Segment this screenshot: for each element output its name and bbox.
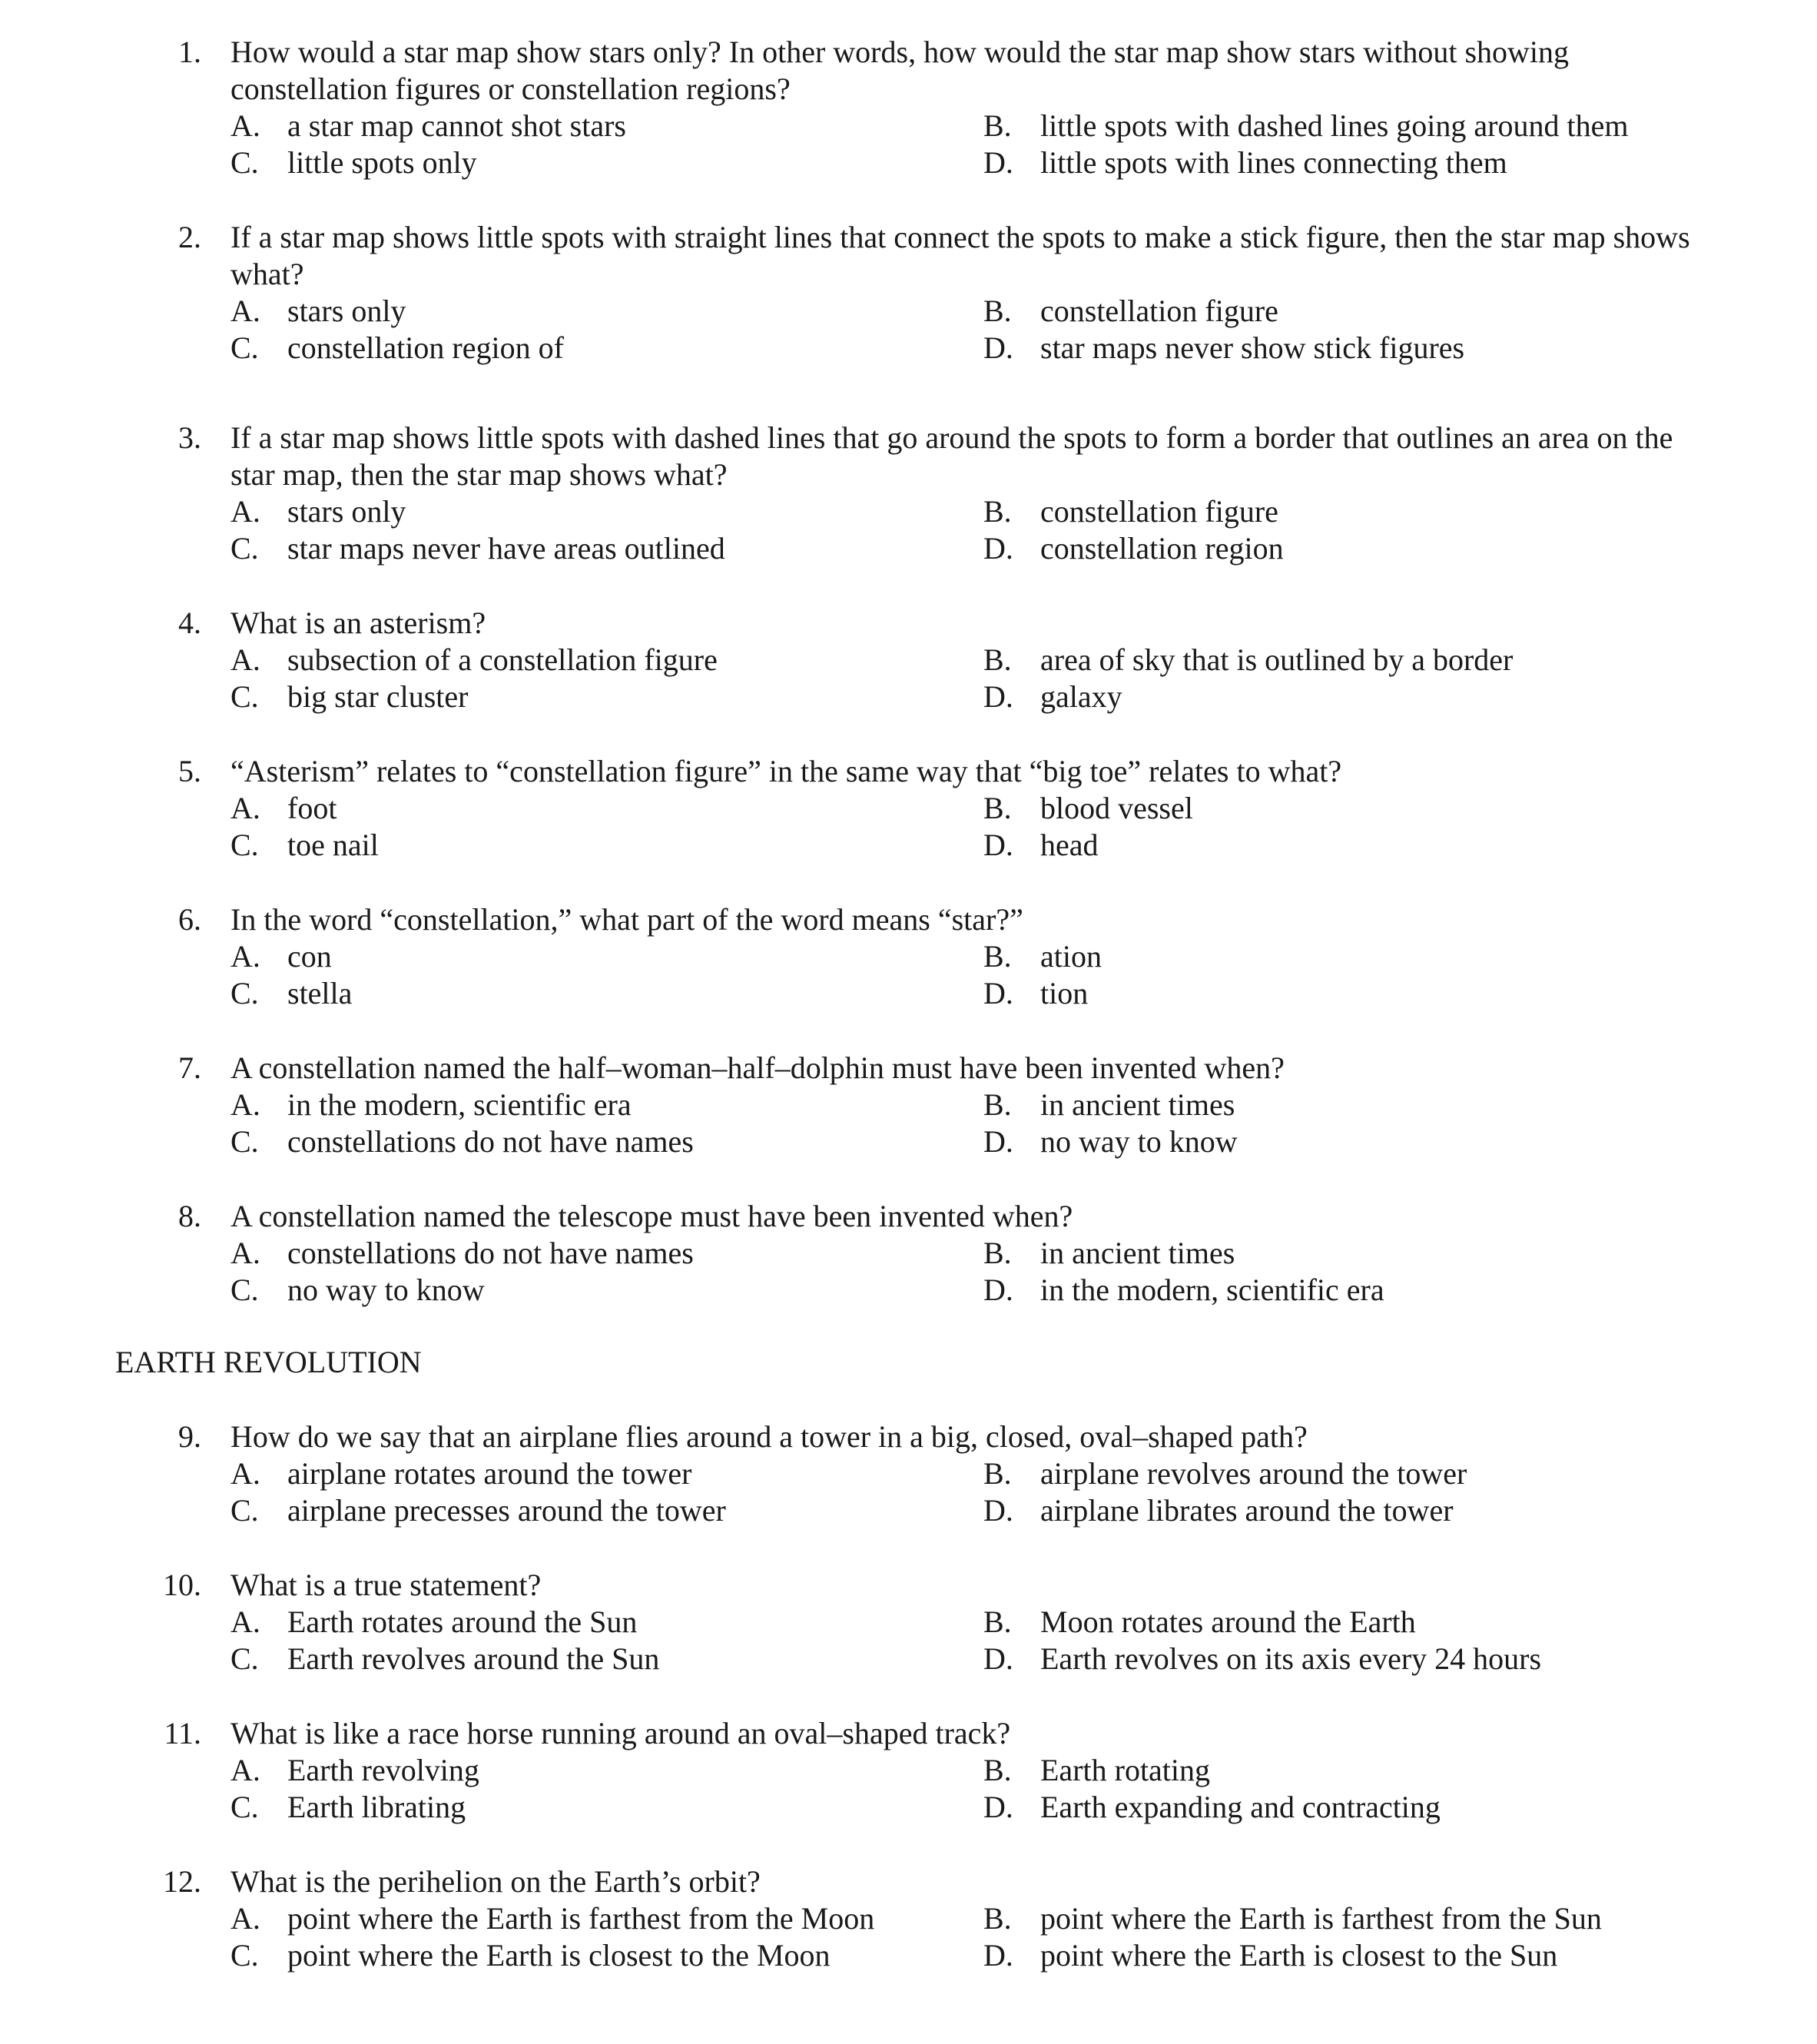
option-letter: B.: [983, 1901, 1012, 1936]
option-letter: A.: [230, 1236, 260, 1270]
question-10: [0, 1567, 1817, 1682]
option-letter: A.: [230, 791, 260, 825]
option-letter: D.: [983, 1124, 1013, 1159]
option-text: constellation figure: [1040, 494, 1278, 529]
option-letter: B.: [983, 791, 1012, 825]
option-text: blood vessel: [1040, 791, 1193, 825]
option-c: [230, 827, 379, 864]
option-c: [230, 530, 725, 567]
option-text: constellations do not have names: [287, 1124, 694, 1159]
option-text: star maps never have areas outlined: [287, 531, 725, 566]
option-text: constellation region: [1040, 531, 1284, 566]
option-b: [983, 1235, 1235, 1272]
option-letter: C.: [230, 976, 259, 1010]
option-letter: B.: [983, 294, 1012, 328]
option-text: constellation region of: [287, 330, 564, 365]
option-letter: C.: [230, 1938, 259, 1973]
option-letter: A.: [230, 494, 260, 529]
question-number: 6.: [178, 902, 201, 937]
question-text: A constellation named the half–woman–half–dolphin must have been invented when?: [230, 1050, 1285, 1085]
option-letter: C.: [230, 828, 259, 862]
option-text: point where the Earth is farthest from the Moon: [287, 1901, 875, 1936]
option-letter: C.: [230, 531, 259, 566]
question-text: If a star map shows little spots with straight lines that connect the spots to make a stick figure, then the star map shows what?: [230, 220, 1690, 291]
option-d: [983, 1641, 1541, 1677]
question-11: [0, 1715, 1817, 1830]
question-number: 8.: [178, 1199, 201, 1233]
option-text: a star map cannot shot stars: [287, 108, 626, 143]
option-text: star maps never show stick figures: [1040, 330, 1465, 365]
question-text: In the word “constellation,” what part of the word means “star?”: [230, 902, 1023, 937]
option-c: [230, 1123, 694, 1160]
option-letter: B.: [983, 1604, 1012, 1639]
option-text: Earth librating: [287, 1790, 466, 1824]
option-letter: A.: [230, 294, 260, 328]
question-text: What is an asterism?: [230, 606, 486, 640]
option-text: galaxy: [1040, 679, 1122, 714]
option-letter: B.: [983, 939, 1012, 974]
option-c: [230, 1641, 659, 1677]
option-c: [230, 330, 564, 367]
option-letter: B.: [983, 1456, 1012, 1491]
option-text: stars only: [287, 294, 406, 328]
question-12: [0, 1863, 1817, 1979]
option-c: [230, 679, 469, 715]
option-a: [230, 1752, 479, 1789]
option-letter: C.: [230, 1273, 259, 1307]
option-text: Earth revolves around the Sun: [287, 1641, 660, 1676]
question-2: [0, 219, 1817, 373]
question-5: [0, 753, 1817, 868]
option-b: [983, 642, 1513, 679]
option-letter: D.: [983, 1790, 1013, 1824]
option-letter: B.: [983, 108, 1012, 143]
option-d: [983, 1937, 1557, 1974]
option-text: in the modern, scientific era: [1040, 1273, 1384, 1307]
option-a: [230, 1235, 694, 1272]
option-text: in ancient times: [1040, 1087, 1235, 1122]
option-b: [983, 108, 1628, 144]
option-letter: A.: [230, 939, 260, 974]
question-9: [0, 1419, 1817, 1534]
question-3: [0, 420, 1817, 573]
option-text: airplane revolves around the tower: [1040, 1456, 1467, 1491]
option-letter: A.: [230, 1901, 260, 1936]
option-c: [230, 1272, 485, 1309]
question-text: A constellation named the telescope must have been invented when?: [230, 1199, 1073, 1233]
question-text: What is like a race horse running around an oval–shaped track?: [230, 1716, 1011, 1750]
option-c: [230, 144, 477, 181]
question-7: [0, 1050, 1817, 1165]
question-number: 2.: [178, 220, 201, 254]
option-a: [230, 642, 718, 679]
option-letter: B.: [983, 642, 1012, 677]
option-letter: A.: [230, 642, 260, 677]
option-letter: A.: [230, 1087, 260, 1122]
option-text: constellation figure: [1040, 294, 1278, 328]
question-text: How do we say that an airplane flies around a tower in a big, closed, oval–shaped path?: [230, 1419, 1308, 1454]
option-letter: C.: [230, 1493, 259, 1528]
option-text: in ancient times: [1040, 1236, 1235, 1270]
option-d: [983, 144, 1507, 181]
option-d: [983, 827, 1099, 864]
option-text: Earth revolves on its axis every 24 hours: [1040, 1641, 1542, 1676]
option-b: [983, 1087, 1235, 1123]
option-text: constellations do not have names: [287, 1236, 694, 1270]
option-a: [230, 493, 406, 530]
option-text: little spots with lines connecting them: [1040, 145, 1507, 180]
option-a: [230, 1604, 637, 1641]
option-letter: D.: [983, 145, 1013, 180]
option-letter: B.: [983, 494, 1012, 529]
option-c: [230, 1937, 831, 1974]
option-letter: A.: [230, 108, 260, 143]
option-text: stars only: [287, 494, 406, 529]
option-letter: D.: [983, 679, 1013, 714]
option-b: [983, 1752, 1210, 1789]
question-text: How would a star map show stars only? In other words, how would the star map show stars without showing constellation figures or constellation regions?: [230, 35, 1570, 106]
option-text: head: [1040, 828, 1099, 862]
option-letter: A.: [230, 1604, 260, 1639]
section-heading: EARTH REVOLUTION: [115, 1345, 422, 1379]
question-number: 9.: [178, 1419, 201, 1454]
option-b: [983, 1604, 1416, 1641]
option-text: ation: [1040, 939, 1102, 974]
option-letter: D.: [983, 1493, 1013, 1528]
option-letter: A.: [230, 1456, 260, 1491]
option-text: area of sky that is outlined by a border: [1040, 642, 1514, 677]
option-text: point where the Earth is closest to the Sun: [1040, 1938, 1558, 1973]
option-a: [230, 938, 332, 975]
option-d: [983, 1123, 1238, 1160]
option-letter: C.: [230, 1641, 259, 1676]
question-number: 4.: [178, 606, 201, 640]
option-letter: D.: [983, 976, 1013, 1010]
option-text: big star cluster: [287, 679, 469, 714]
question-text: “Asterism” relates to “constellation figure” in the same way that “big toe” relates to what?: [230, 754, 1342, 788]
option-text: foot: [287, 791, 337, 825]
question-number: 10.: [163, 1568, 201, 1602]
question-text: If a star map shows little spots with dashed lines that go around the spots to form a border that outlines an area on the star map, then the star map shows what?: [230, 420, 1673, 492]
option-text: point where the Earth is farthest from the Sun: [1040, 1901, 1602, 1936]
option-letter: D.: [983, 330, 1013, 365]
question-text: What is a true statement?: [230, 1568, 542, 1602]
question-text: What is the perihelion on the Earth’s orbit?: [230, 1864, 761, 1899]
option-text: Earth rotating: [1040, 1753, 1211, 1787]
option-text: toe nail: [287, 828, 379, 862]
option-letter: B.: [983, 1087, 1012, 1122]
option-a: [230, 1087, 632, 1123]
option-b: [983, 1900, 1602, 1937]
option-letter: D.: [983, 1641, 1013, 1676]
option-text: Earth revolving: [287, 1753, 479, 1787]
option-letter: D.: [983, 1938, 1013, 1973]
option-text: subsection of a constellation figure: [287, 642, 718, 677]
question-8: [0, 1198, 1817, 1313]
question-6: [0, 901, 1817, 1017]
option-text: in the modern, scientific era: [287, 1087, 632, 1122]
option-d: [983, 1789, 1441, 1826]
option-letter: D.: [983, 531, 1013, 566]
question-1: [0, 34, 1817, 187]
option-text: tion: [1040, 976, 1089, 1010]
option-text: little spots with dashed lines going around them: [1040, 108, 1629, 143]
option-letter: C.: [230, 145, 259, 180]
option-letter: D.: [983, 1273, 1013, 1307]
option-d: [983, 1272, 1384, 1309]
option-letter: A.: [230, 1753, 260, 1787]
option-text: airplane precesses around the tower: [287, 1493, 726, 1528]
question-number: 1.: [178, 35, 201, 69]
option-text: stella: [287, 976, 353, 1010]
question-number: 11.: [164, 1716, 201, 1750]
option-text: little spots only: [287, 145, 477, 180]
option-b: [983, 938, 1102, 975]
option-letter: D.: [983, 828, 1013, 862]
option-b: [983, 293, 1278, 330]
option-a: [230, 108, 626, 144]
option-letter: C.: [230, 1124, 259, 1159]
question-number: 7.: [178, 1050, 201, 1085]
option-text: Moon rotates around the Earth: [1040, 1604, 1416, 1639]
question-number: 12.: [163, 1864, 201, 1899]
option-text: airplane rotates around the tower: [287, 1456, 692, 1491]
option-a: [230, 1900, 874, 1937]
option-text: Earth rotates around the Sun: [287, 1604, 638, 1639]
option-d: [983, 1492, 1454, 1529]
option-d: [983, 330, 1464, 367]
option-text: airplane librates around the tower: [1040, 1493, 1454, 1528]
question-number: 5.: [178, 754, 201, 788]
option-c: [230, 975, 352, 1012]
option-d: [983, 975, 1088, 1012]
option-text: no way to know: [1040, 1124, 1238, 1159]
option-letter: B.: [983, 1753, 1012, 1787]
option-c: [230, 1492, 726, 1529]
option-letter: C.: [230, 330, 259, 365]
question-number: 3.: [178, 420, 201, 455]
option-a: [230, 1455, 691, 1492]
option-text: Earth expanding and contracting: [1040, 1790, 1441, 1824]
option-c: [230, 1789, 466, 1826]
option-letter: B.: [983, 1236, 1012, 1270]
option-letter: C.: [230, 679, 259, 714]
question-4: [0, 605, 1817, 720]
option-text: con: [287, 939, 332, 974]
option-a: [230, 293, 406, 330]
option-d: [983, 530, 1284, 567]
option-text: point where the Earth is closest to the Moon: [287, 1938, 831, 1973]
option-b: [983, 493, 1278, 530]
option-d: [983, 679, 1122, 715]
option-a: [230, 790, 337, 827]
option-b: [983, 1455, 1467, 1492]
option-letter: C.: [230, 1790, 259, 1824]
option-text: no way to know: [287, 1273, 485, 1307]
option-b: [983, 790, 1193, 827]
